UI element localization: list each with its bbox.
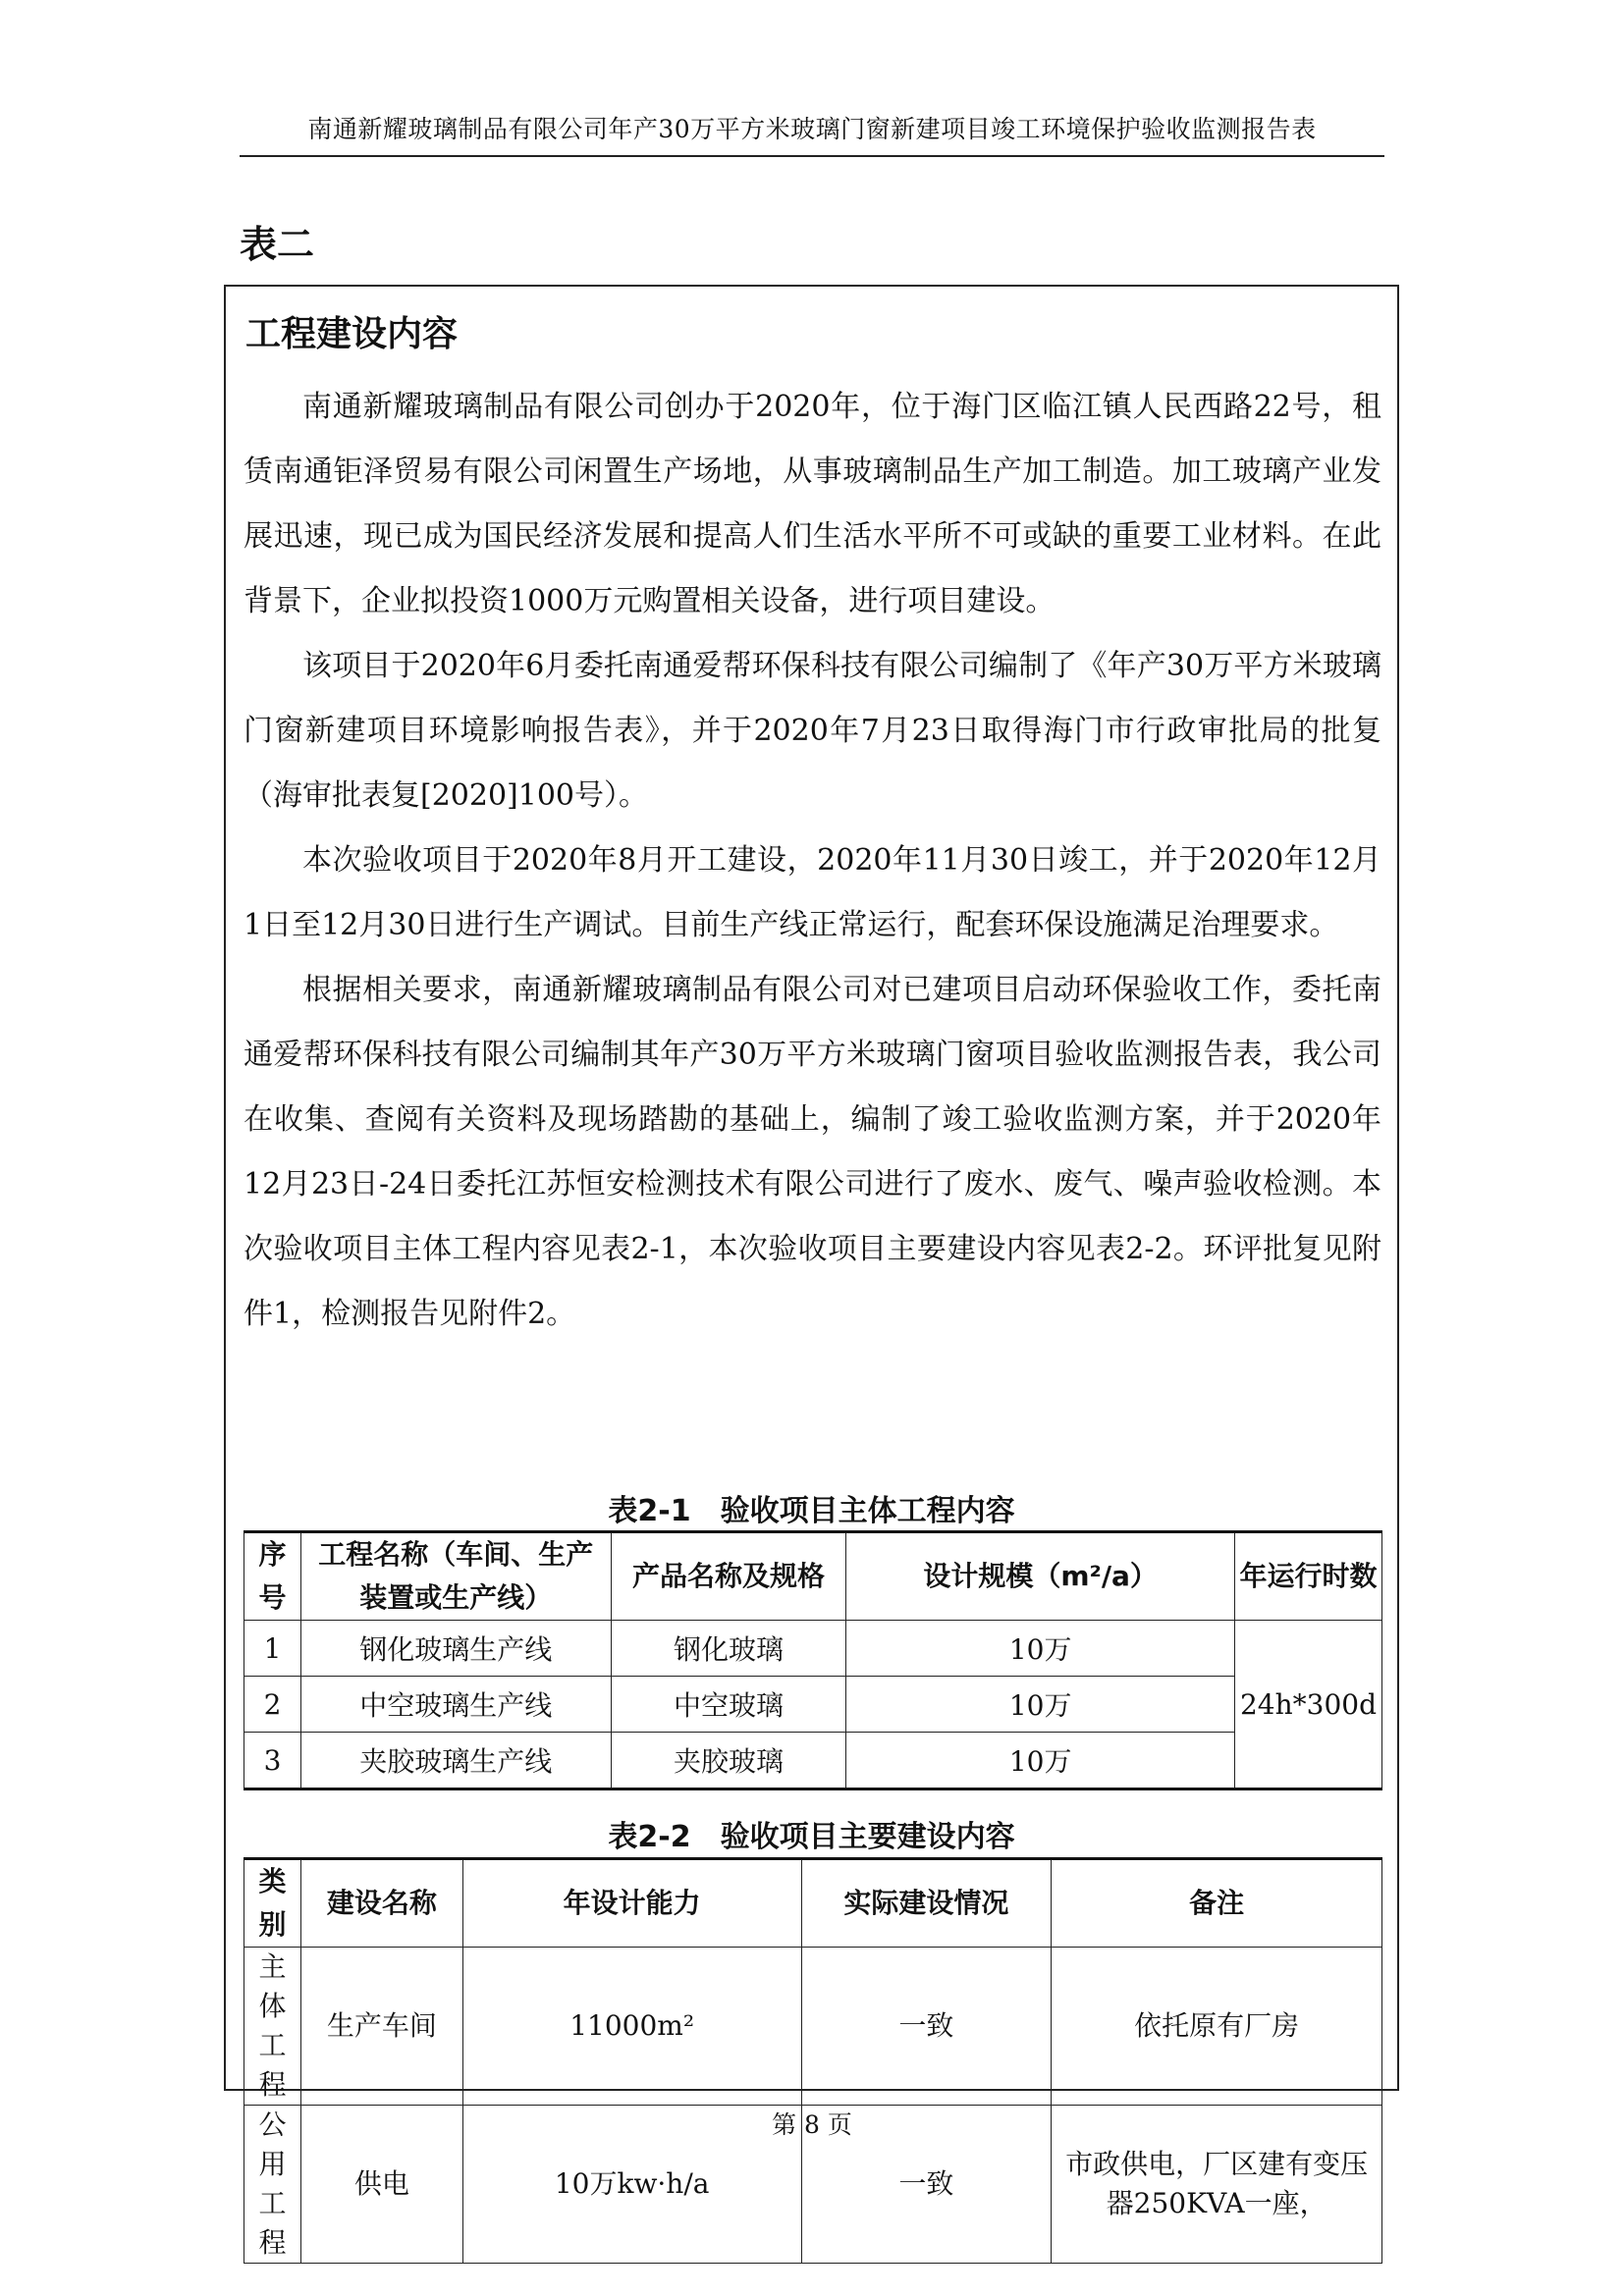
table-row	[244, 1677, 1382, 1733]
content-title: 工程建设内容	[245, 314, 459, 354]
table-cell: 3	[244, 1733, 301, 1789]
table-cell: 10万	[846, 1677, 1235, 1733]
table-cell: 钢化玻璃生产线	[300, 1621, 611, 1677]
table-row	[244, 1621, 1382, 1677]
table-cell: 公用工程	[244, 2106, 301, 2264]
col-header: 建设名称	[300, 1859, 462, 1948]
table-cell: 一致	[801, 1948, 1052, 2106]
table-main-project	[244, 1530, 1382, 1790]
document-header: 南通新耀玻璃制品有限公司年产30万平方米玻璃门窗新建项目竣工环境保护验收监测报告表	[240, 110, 1384, 157]
paragraph: 南通新耀玻璃制品有限公司创办于2020年，位于海门区临江镇人民西路22号，租赁南通钜泽贸易有限公司闲置生产场地，从事玻璃制品生产加工制造。加工玻璃产业发展迅速，现已成为国民经济发展和提高人们生活水平所不可或缺的重要工业材料。在此背景下，企业拟投资1000万元购置相关设备，进行项目建设。	[244, 390, 1381, 618]
table-header-row	[244, 1532, 1382, 1621]
table2-caption: 表2-2 验收项目主要建设内容	[608, 1820, 1015, 1854]
table-cell: 供电	[300, 2106, 462, 2264]
table-cell: 10万	[846, 1733, 1235, 1789]
table1-caption: 表2-1 验收项目主体工程内容	[608, 1494, 1015, 1528]
table-cell: 10万	[846, 1621, 1235, 1677]
table-cell: 生产车间	[300, 1948, 462, 2106]
col-header: 产品名称及规格	[611, 1532, 846, 1621]
table-row	[244, 1733, 1382, 1789]
table-cell: 夹胶玻璃生产线	[300, 1733, 611, 1789]
table-row	[244, 1948, 1382, 2106]
paragraph: 本次验收项目于2020年8月开工建设，2020年11月30日竣工，并于2020年12月1日至12月30日进行生产调试。目前生产线正常运行，配套环保设施满足治理要求。	[244, 843, 1381, 942]
col-header: 工程名称（车间、生产装置或生产线）	[300, 1532, 611, 1621]
col-header: 序号	[244, 1532, 301, 1621]
table-cell: 中空玻璃	[611, 1677, 846, 1733]
table-cell: 11000m²	[462, 1948, 801, 2106]
col-header: 备注	[1052, 1859, 1382, 1948]
body-text	[244, 375, 1381, 1347]
table-construction-content	[244, 1857, 1382, 2264]
table-cell: 主体工程	[244, 1948, 301, 2106]
table-cell: 一致	[801, 2106, 1052, 2264]
runtime-cell: 24h*300d	[1234, 1621, 1381, 1789]
table-cell: 市政供电，厂区建有变压器250KVA一座，	[1052, 2106, 1382, 2264]
paragraph: 该项目于2020年6月委托南通爱帮环保科技有限公司编制了《年产30万平方米玻璃门窗新建项目环境影响报告表》，并于2020年7月23日取得海门市行政审批局的批复（海审批表复[2020]100号）。	[244, 649, 1381, 813]
table-cell: 夹胶玻璃	[611, 1733, 846, 1789]
table-cell: 10万kw·h/a	[462, 2106, 801, 2264]
page-number: 第 8 页	[772, 2110, 852, 2139]
col-header: 类别	[244, 1859, 301, 1948]
col-header: 实际建设情况	[801, 1859, 1052, 1948]
table-cell: 2	[244, 1677, 301, 1733]
table-cell: 钢化玻璃	[611, 1621, 846, 1677]
section-title: 表二	[240, 223, 315, 266]
table-cell: 1	[244, 1621, 301, 1677]
col-header: 设计规模（m²/a）	[846, 1532, 1235, 1621]
col-header: 年设计能力	[462, 1859, 801, 1948]
paragraph: 根据相关要求，南通新耀玻璃制品有限公司对已建项目启动环保验收工作，委托南通爱帮环保科技有限公司编制其年产30万平方米玻璃门窗项目验收监测报告表，我公司在收集、查阅有关资料及现场踏勘的基础上，编制了竣工验收监测方案，并于2020年12月23日-24日委托江苏恒安检测技术有限公司进行了废水、废气、噪声验收检测。本次验收项目主体工程内容见表2-1，本次验收项目主要建设内容见表2-2。环评批复见附件1，检测报告见附件2。	[244, 973, 1381, 1331]
table-cell: 中空玻璃生产线	[300, 1677, 611, 1733]
col-header: 年运行时数	[1234, 1532, 1381, 1621]
table-cell: 依托原有厂房	[1052, 1948, 1382, 2106]
table-header-row	[244, 1859, 1382, 1948]
